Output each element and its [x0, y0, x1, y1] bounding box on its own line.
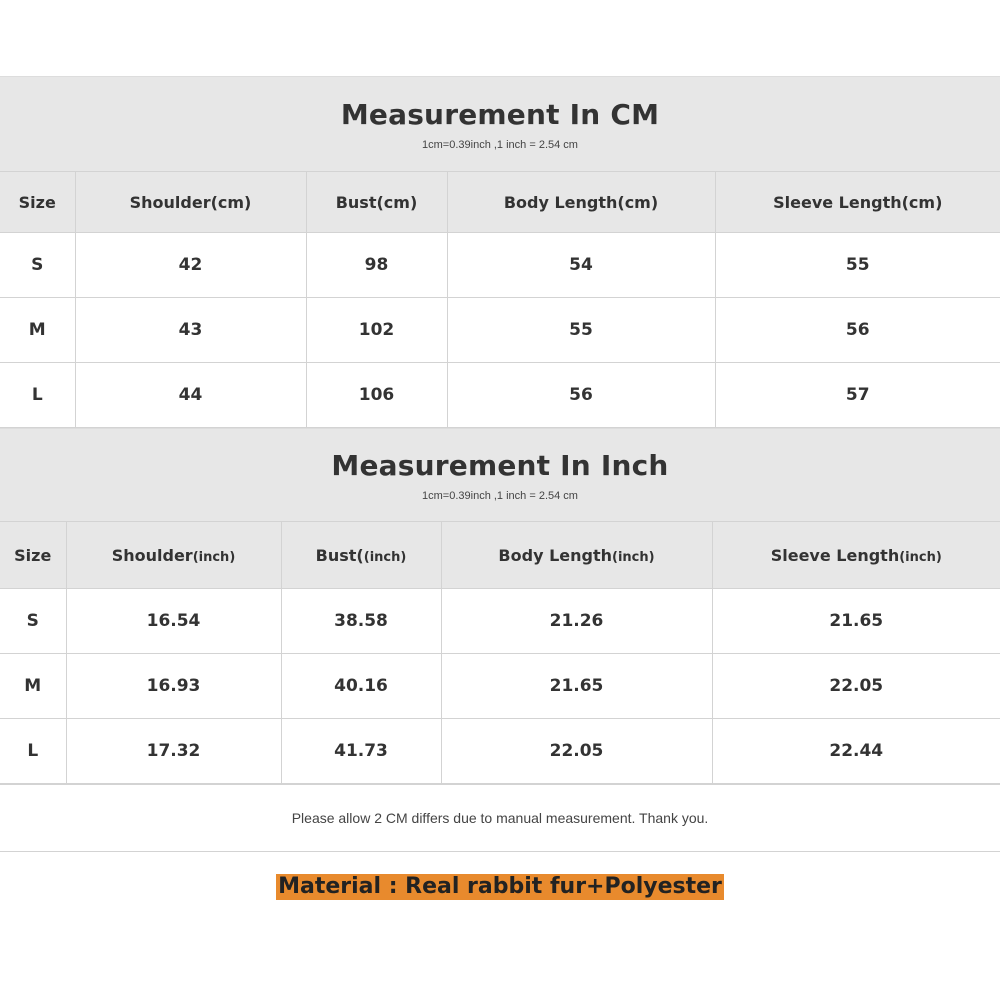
- inch-header-body-length: [441, 522, 712, 589]
- header-label: Body Length: [498, 545, 612, 565]
- cm-body-length-cell: 55: [447, 298, 715, 363]
- table-row: [0, 298, 1000, 363]
- cm-bust-cell: 106: [306, 363, 447, 428]
- inch-size-cell: L: [0, 719, 66, 784]
- cm-body-length-cell: 56: [447, 363, 715, 428]
- cm-title: Measurement In CM: [340, 98, 660, 131]
- inch-body-length-cell: 21.65: [441, 654, 712, 719]
- inch-bust-cell: 38.58: [281, 589, 441, 654]
- table-row: [0, 589, 1000, 654]
- header-label: Shoulder: [111, 545, 193, 565]
- table-row: [0, 719, 1000, 784]
- header-label: Size: [14, 545, 52, 565]
- inch-table: [0, 521, 1000, 784]
- cm-table-header-row: [0, 172, 1000, 233]
- cm-table: [0, 171, 1000, 428]
- inch-bust-cell: 40.16: [281, 654, 441, 719]
- header-unit: (inch): [192, 549, 236, 565]
- cm-header-bust: Bust(cm): [306, 172, 447, 233]
- inch-shoulder-cell: 16.54: [66, 589, 281, 654]
- inch-conversion-note: 1cm=0.39inch ,1 inch = 2.54 cm: [422, 490, 578, 502]
- cm-sleeve-length-cell: 56: [715, 298, 1000, 363]
- header-unit: (inch): [363, 549, 407, 565]
- table-row: [0, 233, 1000, 298]
- inch-size-cell: S: [0, 589, 66, 654]
- measurement-footnote: [0, 784, 1000, 852]
- cm-header-size: Size: [0, 172, 75, 233]
- inch-sleeve-length-cell: 22.44: [712, 719, 1000, 784]
- cm-shoulder-cell: 43: [75, 298, 306, 363]
- cm-header-shoulder: Shoulder(cm): [75, 172, 306, 233]
- cm-size-cell: S: [0, 233, 75, 298]
- cm-shoulder-cell: 42: [75, 233, 306, 298]
- inch-size-cell: M: [0, 654, 66, 719]
- cm-header-sleeve-length: Sleeve Length(cm): [715, 172, 1000, 233]
- cm-body-length-cell: 54: [447, 233, 715, 298]
- inch-shoulder-cell: 17.32: [66, 719, 281, 784]
- inch-section-header: [0, 428, 1000, 521]
- cm-conversion-note: 1cm=0.39inch ,1 inch = 2.54 cm: [422, 139, 578, 151]
- inch-body-length-cell: 22.05: [441, 719, 712, 784]
- cm-bust-cell: 98: [306, 233, 447, 298]
- table-row: [0, 654, 1000, 719]
- cm-sleeve-length-cell: 55: [715, 233, 1000, 298]
- inch-sleeve-length-cell: 21.65: [712, 589, 1000, 654]
- inch-body-length-cell: 21.26: [441, 589, 712, 654]
- inch-header-size: [0, 522, 66, 589]
- cm-bust-cell: 102: [306, 298, 447, 363]
- cm-header-body-length: Body Length(cm): [447, 172, 715, 233]
- material-label: Material : Real rabbit fur+Polyester: [278, 874, 722, 899]
- material-section: [0, 852, 1000, 922]
- cm-size-cell: M: [0, 298, 75, 363]
- header-label: Sleeve Length: [770, 545, 900, 565]
- cm-size-cell: L: [0, 363, 75, 428]
- table-row: [0, 363, 1000, 428]
- header-unit: (inch): [612, 549, 655, 565]
- size-chart: [0, 76, 1000, 922]
- header-unit: (inch): [899, 549, 942, 565]
- inch-bust-cell: 41.73: [281, 719, 441, 784]
- inch-sleeve-length-cell: 22.05: [712, 654, 1000, 719]
- inch-shoulder-cell: 16.93: [66, 654, 281, 719]
- cm-section-header: [0, 76, 1000, 171]
- inch-header-bust: [281, 522, 441, 589]
- header-label: Bust(: [315, 545, 364, 565]
- cm-sleeve-length-cell: 57: [715, 363, 1000, 428]
- cm-shoulder-cell: 44: [75, 363, 306, 428]
- inch-header-shoulder: [66, 522, 281, 589]
- inch-header-sleeve-length: [712, 522, 1000, 589]
- inch-title: Measurement In Inch: [331, 449, 669, 482]
- footnote-text: Please allow 2 CM differs due to manual measurement. Thank you.: [291, 810, 709, 826]
- inch-table-header-row: [0, 522, 1000, 589]
